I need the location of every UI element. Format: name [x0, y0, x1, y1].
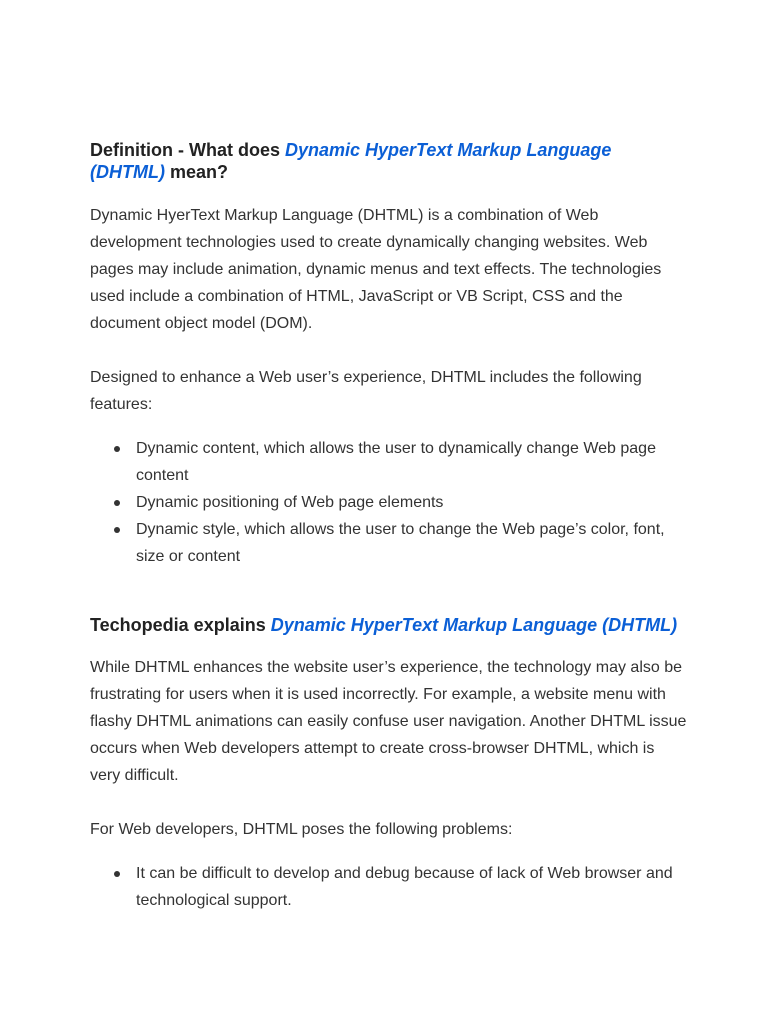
list-item-text: Dynamic style, which allows the user to change the Web page’s color, font, size or content [136, 521, 665, 565]
features-intro-paragraph: Designed to enhance a Web user’s experience, DHTML includes the following features: [90, 369, 642, 413]
explains-paragraph: While DHTML enhances the website user’s experience, the technology may also be frustrating for users when it is used incorrectly. For example, a website menu with flashy DHTML animations can easily confuse user navigation. Another DHTML issue occurs when Web developers attempt to create cross-browser DHTML, which is very difficult. [90, 659, 687, 784]
bullet-icon [114, 446, 120, 452]
list-item [136, 516, 688, 570]
definition-heading-prefix: Definition - What does [90, 140, 285, 160]
list-item [136, 860, 688, 914]
list-item-text: Dynamic content, which allows the user to dynamically change Web page content [136, 440, 656, 484]
list-item-text: It can be difficult to develop and debug because of lack of Web browser and technological support. [136, 865, 673, 909]
explains-heading [90, 614, 688, 636]
problems-list [90, 860, 688, 914]
definition-heading-suffix: mean? [164, 162, 229, 182]
bullet-icon [114, 500, 120, 506]
list-item [136, 435, 688, 489]
definition-term-link[interactable]: Dynamic HyperText Markup Language (DHTML) [90, 140, 612, 182]
explains-term-link[interactable]: Dynamic HyperText Markup Language (DHTML) [270, 615, 678, 635]
problems-intro-paragraph: For Web developers, DHTML poses the following problems: [90, 821, 513, 838]
features-list [90, 435, 688, 570]
explains-heading-prefix: Techopedia explains [90, 615, 271, 635]
definition-heading [90, 139, 688, 183]
bullet-icon [114, 871, 120, 877]
list-item [136, 489, 688, 516]
definition-paragraph: Dynamic HyerText Markup Language (DHTML) is a combination of Web development technologies used to create dynamically changing websites. Web pages may include animation, dynamic menus and text effects. The technologies used include a combination of HTML, JavaScript or VB Script, CSS and the document object model (DOM). [90, 207, 662, 332]
list-item-text: Dynamic positioning of Web page elements [136, 494, 444, 511]
bullet-icon [114, 527, 120, 533]
